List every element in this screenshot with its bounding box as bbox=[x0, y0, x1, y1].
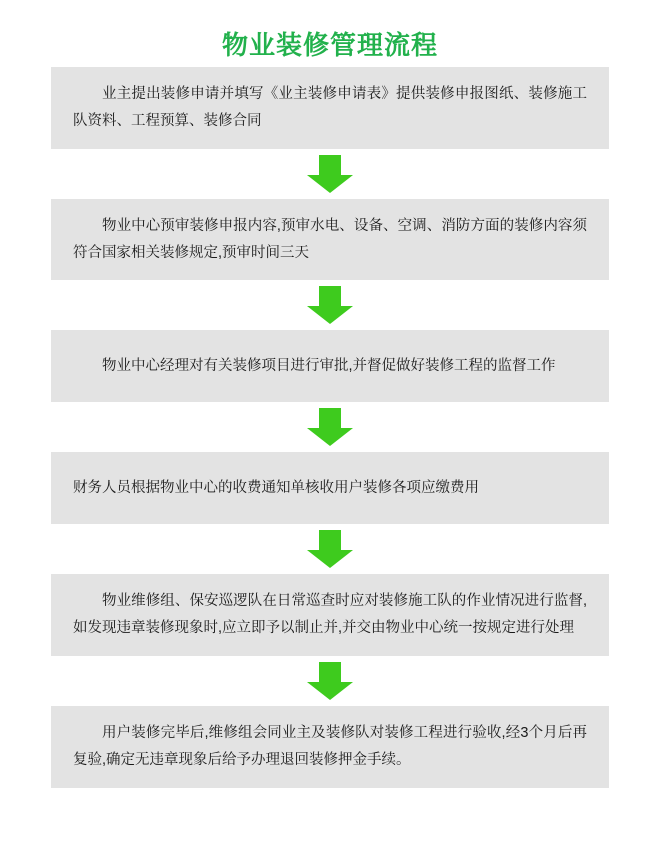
flow-step-2-text: 物业中心预审装修申报内容,预审水电、设备、空调、消防方面的装修内容须符合国家相关装修规定,预审时间三天 bbox=[73, 217, 587, 261]
flow-container bbox=[0, 67, 660, 788]
flow-step-2 bbox=[51, 199, 609, 281]
arrow-stem bbox=[319, 155, 341, 175]
flow-step-6 bbox=[51, 706, 609, 788]
flow-arrow-4 bbox=[51, 524, 609, 574]
flow-step-3 bbox=[51, 330, 609, 402]
arrow-head bbox=[307, 550, 353, 568]
flow-step-3-text: 物业中心经理对有关装修项目进行审批,并督促做好装修工程的监督工作 bbox=[102, 358, 556, 375]
down-arrow-icon bbox=[307, 408, 353, 446]
down-arrow-icon bbox=[307, 662, 353, 700]
down-arrow-icon bbox=[307, 155, 353, 193]
arrow-stem bbox=[319, 408, 341, 428]
down-arrow-icon bbox=[307, 286, 353, 324]
arrow-head bbox=[307, 306, 353, 324]
flow-step-4 bbox=[51, 452, 609, 524]
arrow-stem bbox=[319, 530, 341, 550]
flow-arrow-5 bbox=[51, 656, 609, 706]
flow-arrow-2 bbox=[51, 280, 609, 330]
down-arrow-icon bbox=[307, 530, 353, 568]
flow-step-5-text: 物业维修组、保安巡逻队在日常巡查时应对装修施工队的作业情况进行监督,如发现违章装修现象时,应立即予以制止并,并交由物业中心统一按规定进行处理 bbox=[73, 593, 587, 637]
flow-step-4-text: 财务人员根据物业中心的收费通知单核收用户装修各项应缴费用 bbox=[73, 480, 479, 497]
flow-arrow-3 bbox=[51, 402, 609, 452]
page-title: 物业装修管理流程 bbox=[221, 30, 438, 60]
flow-step-6-text: 用户装修完毕后,维修组会同业主及装修队对装修工程进行验收,经3个月后再复验,确定无违章现象后给予办理退回装修押金手续。 bbox=[73, 725, 587, 768]
flow-step-5 bbox=[51, 574, 609, 656]
arrow-head bbox=[307, 428, 353, 446]
arrow-stem bbox=[319, 286, 341, 306]
arrow-head bbox=[307, 682, 353, 700]
flow-step-1-text: 业主提出装修申请并填写《业主装修申请表》提供装修申报图纸、装修施工队资料、工程预算、装修合同 bbox=[73, 86, 587, 129]
flow-step-1 bbox=[51, 67, 609, 149]
flow-arrow-1 bbox=[51, 149, 609, 199]
arrow-head bbox=[307, 175, 353, 193]
arrow-stem bbox=[319, 662, 341, 682]
